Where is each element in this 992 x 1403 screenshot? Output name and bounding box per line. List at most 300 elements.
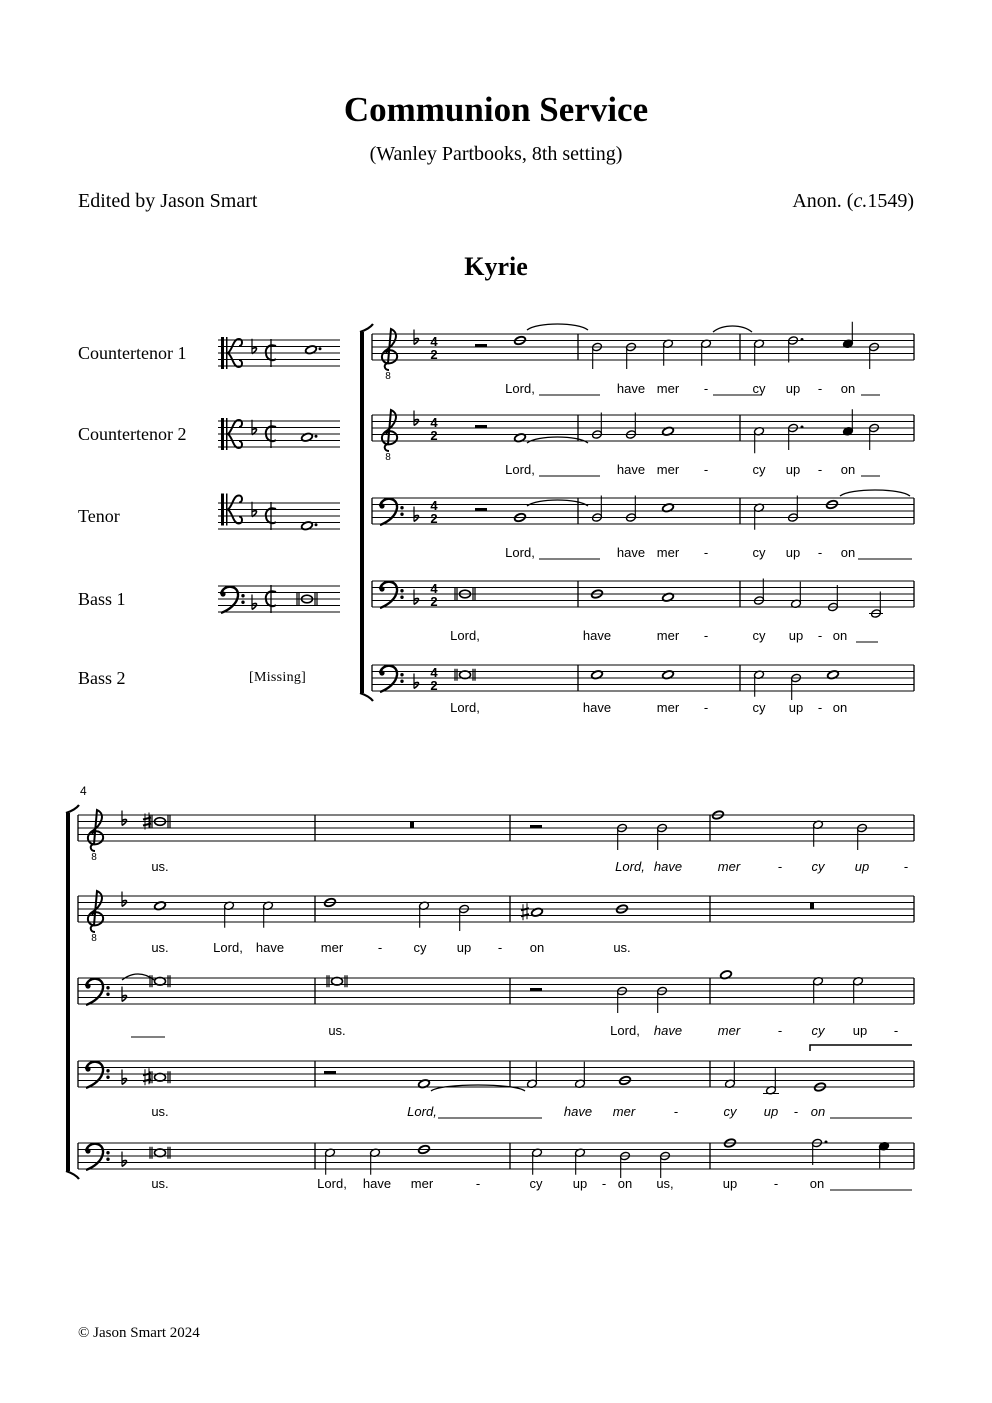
flat-sign (122, 1070, 127, 1085)
lyric-syllable: - (817, 700, 823, 715)
lyric-syllable: up (763, 1104, 779, 1119)
composer-year: 1549) (867, 190, 914, 212)
time-signature-bottom: 2 (430, 594, 438, 609)
bracket-hook (66, 805, 79, 813)
minim-note (532, 1148, 543, 1175)
c-clef-bar (221, 418, 224, 450)
minim-note (788, 336, 804, 363)
voice-name-tenor: Tenor (78, 506, 120, 526)
crotchet-note (879, 1141, 890, 1168)
lyric-syllable: Lord, (317, 1176, 347, 1191)
minim-note (853, 976, 864, 1003)
lyric-syllable: on (810, 1104, 826, 1119)
lyric-syllable: Lord, (615, 859, 645, 874)
bass-clef-curve (86, 979, 103, 1005)
bass-clef (85, 979, 109, 1005)
bracket-hook (66, 1171, 79, 1179)
bass-clef-dot (400, 673, 403, 676)
minim-note (459, 904, 470, 931)
staff-system-2-voice-1 (78, 815, 914, 841)
lyric-syllable: cy (752, 545, 766, 560)
lyric-syllable: cy (723, 1104, 737, 1119)
staff-system-1-voice-1 (372, 334, 914, 360)
lyric-syllable: Lord, (505, 381, 535, 396)
lyric-syllable: Lord, (213, 940, 243, 955)
page-subtitle: (Wanley Partbooks, 8th setting) (369, 143, 623, 165)
flat-sign (414, 507, 419, 522)
lyrics-system-1-voice-1 (505, 381, 855, 396)
tie (431, 1085, 525, 1091)
minim-note (813, 820, 824, 847)
minim-note (626, 342, 637, 369)
bass-clef-dot (379, 503, 384, 508)
bass-clef (379, 666, 403, 692)
lyric-syllable: have (255, 940, 285, 955)
minim-note (224, 901, 235, 928)
lyric-syllable: cy (811, 1023, 825, 1038)
lyric-syllable: Lord, (407, 1104, 437, 1119)
minim-note (663, 339, 674, 366)
flat-sign (122, 892, 127, 907)
tie (122, 974, 154, 980)
c-clef-bar (221, 337, 224, 369)
bass-clef-dot (106, 1076, 109, 1079)
lyric-syllable: on (840, 462, 856, 477)
lyric-syllable: - (903, 859, 909, 874)
bass-clef (379, 582, 403, 608)
bracket-hook (360, 324, 373, 332)
time-signature-top: 4 (430, 581, 438, 596)
minim-note (527, 1062, 538, 1089)
flat-sign (414, 674, 419, 689)
augmentation-dot (801, 338, 804, 341)
flat-bowl (414, 419, 419, 425)
bass-clef-dot (106, 1069, 109, 1072)
staff-system-1-voice-3 (372, 498, 914, 524)
time-signature-bottom: 2 (430, 347, 438, 362)
flat-bowl (122, 1160, 127, 1166)
minim-note (828, 585, 839, 612)
lyrics-system-2-voice-4 (151, 1104, 825, 1119)
minim-note (857, 823, 868, 850)
minim-note (617, 823, 628, 850)
octave-mark: 8 (385, 452, 391, 463)
lyric-syllable: us. (151, 1176, 169, 1191)
lyric-syllable: have (616, 545, 646, 560)
tie (713, 326, 752, 332)
notehead (460, 671, 471, 679)
minim-note (791, 582, 802, 609)
lyric-syllable: cy (811, 859, 825, 874)
minim-note (620, 1151, 631, 1178)
minim-note (754, 339, 765, 366)
editor-credit: Edited by Jason Smart (78, 190, 258, 212)
tie (527, 324, 588, 330)
lyric-syllable: us, (656, 1176, 674, 1191)
minim-rest (324, 1071, 336, 1074)
lyric-syllable: up (788, 700, 804, 715)
lyric-syllable: mer (717, 859, 741, 874)
flat-sign (414, 590, 419, 605)
lyric-syllable: have (653, 1023, 683, 1038)
minim-note (263, 901, 274, 928)
minim-note (754, 579, 765, 606)
time-signature (430, 665, 438, 693)
lyric-syllable: - (817, 381, 823, 396)
bass-clef-dot (106, 1151, 109, 1154)
minim-note (657, 986, 668, 1013)
lyric-syllable: cy (529, 1176, 543, 1191)
lyric-syllable: Lord, (450, 700, 480, 715)
incipit-staff (218, 503, 340, 529)
minim-note (575, 1062, 586, 1089)
lyric-syllable: up (785, 545, 801, 560)
crotchet-note (843, 409, 854, 436)
breve-rest (810, 903, 814, 910)
staff-system-2-voice-3 (78, 978, 914, 1004)
bass-clef-curve (86, 1062, 103, 1088)
page-title: Communion Service (343, 90, 649, 129)
breve-note (455, 669, 475, 681)
lyrics-system-2-voice-1 (151, 859, 908, 874)
lyric-syllable: up (854, 859, 870, 874)
lyric-syllable: have (582, 700, 612, 715)
lyric-syllable: up (785, 381, 801, 396)
lyric-syllable: mer (656, 462, 680, 477)
minim-note (871, 592, 882, 619)
flat-sign (414, 411, 419, 426)
bass-clef-dot (400, 596, 403, 599)
lyric-syllable: - (793, 1104, 799, 1119)
bass-clef-dot (106, 993, 109, 996)
octave-mark: 8 (385, 371, 391, 382)
voice-name-countertenor-1: Countertenor 1 (78, 343, 187, 363)
lyric-syllable: - (773, 1176, 779, 1191)
lyric-syllable: - (703, 545, 709, 560)
bass-clef-dot (400, 506, 403, 509)
minim-note (701, 339, 712, 366)
flat-sign (414, 330, 419, 345)
lyric-syllable: have (362, 1176, 392, 1191)
bass-clef-curve (380, 499, 397, 525)
movement-title: Kyrie (464, 252, 528, 281)
minim-note (788, 496, 799, 523)
bracket-hook (360, 693, 373, 701)
incipit-staff (218, 340, 340, 366)
octave-mark: 8 (91, 933, 97, 944)
lyrics-system-1-voice-4 (450, 628, 847, 643)
voice-name-bass-2: Bass 2 (78, 668, 126, 688)
augmentation-dot (315, 435, 318, 438)
lyric-syllable: - (703, 628, 709, 643)
minim-note (754, 670, 765, 697)
lyric-syllable: on (832, 700, 848, 715)
flat-bowl (414, 598, 419, 604)
minim-note (869, 423, 880, 450)
minim-note (766, 1068, 777, 1095)
lyric-syllable: us. (151, 1104, 169, 1119)
lyric-syllable: up (722, 1176, 738, 1191)
c-clef-bar (226, 494, 228, 526)
time-signature (430, 334, 438, 362)
lyric-syllable: - (377, 940, 383, 955)
treble-clef (382, 410, 397, 463)
flat-sign (252, 595, 257, 610)
minim-note (626, 496, 637, 523)
flat-sign (122, 1152, 127, 1167)
voice-name-bass-1: Bass 1 (78, 589, 126, 609)
minim-note (575, 1148, 586, 1175)
lyric-syllable: us. (328, 1023, 346, 1038)
lyric-syllable: have (616, 462, 646, 477)
c-clef-bar (226, 337, 228, 369)
notehead (155, 1149, 166, 1157)
ligature-bracket (810, 1045, 912, 1051)
system-bracket (360, 324, 373, 701)
minim-rest (530, 988, 542, 991)
system-bracket (66, 805, 79, 1179)
breve-rest (410, 822, 414, 829)
minim-note (791, 673, 802, 700)
minim-note (419, 901, 430, 928)
lyric-syllable: mer (410, 1176, 434, 1191)
treble-clef-curve (382, 410, 397, 451)
lyric-syllable: up (456, 940, 472, 955)
flat-bowl (252, 603, 257, 609)
breve-note (150, 1147, 170, 1159)
lyric-syllable: on (832, 628, 848, 643)
composer-prefix: Anon. ( (792, 190, 854, 212)
lyric-syllable: on (617, 1176, 633, 1191)
bass-clef-curve (221, 587, 238, 613)
lyric-syllable: up (785, 462, 801, 477)
lyric-syllable: - (817, 462, 823, 477)
lyric-syllable: cy (752, 628, 766, 643)
time-signature-top: 4 (430, 334, 438, 349)
lyric-syllable: - (673, 1104, 679, 1119)
flat-bowl (414, 682, 419, 688)
octave-mark: 8 (91, 852, 97, 863)
treble-clef-curve (88, 891, 103, 932)
lyric-syllable: mer (656, 545, 680, 560)
lyric-syllable: - (703, 700, 709, 715)
lyric-syllable: Lord, (505, 462, 535, 477)
staff-system-2-voice-5 (78, 1143, 914, 1169)
time-signature-bottom: 2 (430, 511, 438, 526)
lyric-syllable: cy (752, 462, 766, 477)
time-signature-bottom: 2 (430, 428, 438, 443)
lyric-syllable: us. (151, 859, 169, 874)
lyric-syllable: Lord, (450, 628, 480, 643)
c-clef-bar (221, 494, 224, 526)
lyrics-system-2-voice-2 (151, 940, 630, 955)
lyric-syllable: - (777, 1023, 783, 1038)
time-signature (430, 415, 438, 443)
bass-clef-dot (400, 680, 403, 683)
lyric-syllable: cy (752, 381, 766, 396)
bass-clef-dot (400, 589, 403, 592)
minim-note (813, 976, 824, 1003)
lyric-syllable: cy (413, 940, 427, 955)
lyric-syllable: up (852, 1023, 868, 1038)
lyric-syllable: cy (752, 700, 766, 715)
lyric-syllable: mer (656, 628, 680, 643)
minim-note (592, 496, 603, 523)
flat-sign (122, 987, 127, 1002)
bass-clef (85, 1062, 109, 1088)
time-signature-top: 4 (430, 665, 438, 680)
lyric-syllable: mer (612, 1104, 636, 1119)
bass-clef (379, 499, 403, 525)
time-signature (430, 498, 438, 526)
flat-bowl (122, 819, 127, 825)
bass-clef-dot (241, 601, 244, 604)
minim-note (592, 413, 603, 440)
treble-clef (382, 329, 397, 382)
staff-system-2-voice-2 (78, 896, 914, 922)
time-signature (430, 581, 438, 609)
minim-rest (475, 508, 487, 511)
composer-circa: c. (853, 190, 868, 212)
score-layer (66, 322, 914, 1191)
flat-bowl (414, 515, 419, 521)
lyric-syllable: mer (656, 700, 680, 715)
bass-clef-curve (380, 666, 397, 692)
minim-note (754, 426, 765, 453)
time-signature-top: 4 (430, 415, 438, 430)
bass-clef-dot (241, 594, 244, 597)
lyric-syllable: mer (320, 940, 344, 955)
lyric-syllable: have (563, 1104, 593, 1119)
lyric-syllable: - (893, 1023, 899, 1038)
lyric-syllable: - (817, 628, 823, 643)
bracket-bar (66, 813, 70, 1171)
lyrics-system-2-voice-3 (328, 1023, 898, 1038)
bass-clef (220, 587, 244, 613)
lyric-syllable: up (572, 1176, 588, 1191)
lyric-syllable: on (529, 940, 545, 955)
missing-part-label: [Missing] (249, 670, 307, 685)
bass-clef-curve (380, 582, 397, 608)
copyright-notice: © Jason Smart 2024 (78, 1325, 200, 1341)
time-signature-top: 4 (430, 498, 438, 513)
notehead (155, 1073, 166, 1081)
bass-clef-curve (86, 1144, 103, 1170)
minim-note (657, 823, 668, 850)
minim-rest (475, 425, 487, 428)
voice-name-countertenor-2: Countertenor 2 (78, 424, 187, 444)
incipit-staff (218, 421, 340, 447)
bass-clef (85, 1144, 109, 1170)
tie (840, 490, 910, 496)
c-clef-bar (226, 418, 228, 450)
lyric-syllable: - (703, 462, 709, 477)
lyric-syllable: - (601, 1176, 607, 1191)
breve-note (150, 1071, 170, 1083)
lyric-syllable: us. (613, 940, 631, 955)
lyrics-system-2-voice-5 (151, 1176, 824, 1191)
bass-clef-dot (85, 983, 90, 988)
minim-note (617, 986, 628, 1013)
lyric-syllable: have (653, 859, 683, 874)
lyric-syllable: Lord, (505, 545, 535, 560)
crotchet-note (843, 322, 854, 349)
minim-note (325, 1148, 336, 1175)
staff-system-2-voice-4 (78, 1061, 914, 1087)
lyric-syllable: have (582, 628, 612, 643)
lyric-syllable: on (840, 381, 856, 396)
minim-note (725, 1062, 736, 1089)
bass-clef-dot (85, 1148, 90, 1153)
minim-note (812, 1138, 828, 1165)
minim-note (370, 1148, 381, 1175)
lyric-syllable: have (616, 381, 646, 396)
lyric-syllable: - (817, 545, 823, 560)
bass-clef-dot (106, 986, 109, 989)
time-signature-bottom: 2 (430, 678, 438, 693)
flat-bowl (122, 900, 127, 906)
flat-bowl (122, 1078, 127, 1084)
lyrics-system-1-voice-3 (505, 545, 855, 560)
minim-note (754, 503, 765, 530)
bass-clef-dot (85, 1066, 90, 1071)
flat-bowl (414, 338, 419, 344)
augmentation-dot (801, 426, 804, 429)
notehead (332, 977, 343, 985)
minim-rest (530, 825, 542, 828)
tie (527, 500, 588, 506)
minim-note (660, 1151, 671, 1178)
augmentation-dot (315, 523, 318, 526)
measure-number: 4 (80, 784, 87, 798)
sharp-sign (521, 903, 529, 920)
treble-clef-curve (382, 329, 397, 370)
tie (527, 437, 588, 443)
minim-note (626, 413, 637, 440)
lyrics-system-1-voice-2 (505, 462, 855, 477)
lyric-syllable: - (777, 859, 783, 874)
treble-clef (88, 891, 103, 944)
lyrics-system-1-voice-5 (450, 700, 847, 715)
augmentation-dot (825, 1141, 828, 1144)
staff-system-1-voice-2 (372, 415, 914, 441)
lyric-syllable: mer (717, 1023, 741, 1038)
minim-note (788, 423, 804, 450)
treble-clef-curve (88, 810, 103, 851)
lyric-syllable: Lord, (610, 1023, 640, 1038)
lyric-syllable: us. (151, 940, 169, 955)
lyric-syllable: - (497, 940, 503, 955)
notehead (155, 977, 166, 985)
bass-clef-dot (379, 586, 384, 591)
breve-note (150, 975, 170, 987)
breve-note (327, 975, 347, 987)
lyric-syllable: - (475, 1176, 481, 1191)
augmentation-dot (319, 347, 322, 350)
lyric-syllable: on (809, 1176, 825, 1191)
bass-clef-dot (220, 591, 225, 596)
treble-clef (88, 810, 103, 863)
lyric-syllable: on (840, 545, 856, 560)
lyric-syllable: mer (656, 381, 680, 396)
flat-sign (122, 811, 127, 826)
minim-note (869, 342, 880, 369)
bass-clef-dot (400, 513, 403, 516)
bracket-bar (360, 332, 364, 693)
minim-note (592, 342, 603, 369)
bass-clef-dot (106, 1158, 109, 1161)
bass-clef-dot (379, 670, 384, 675)
